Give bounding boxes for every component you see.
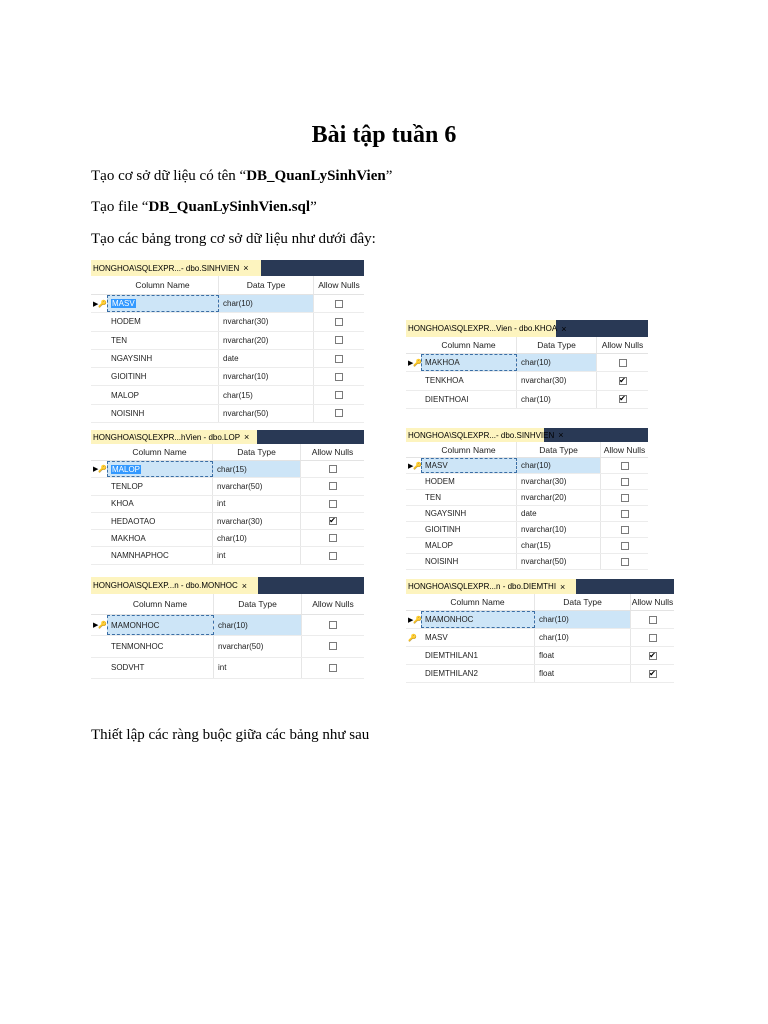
column-name-cell[interactable] bbox=[421, 354, 517, 371]
designer-tab[interactable] bbox=[406, 428, 564, 442]
allow-nulls-header: Allow Nulls bbox=[603, 444, 646, 455]
column-name-cell[interactable] bbox=[421, 391, 517, 408]
allow-nulls-header: Allow Nulls bbox=[318, 280, 360, 290]
allow-nulls-checkbox[interactable] bbox=[621, 478, 629, 486]
data-type-cell[interactable]: nvarchar(20) bbox=[517, 490, 601, 505]
row-selector[interactable] bbox=[91, 386, 107, 403]
row-selector[interactable] bbox=[91, 547, 107, 563]
table-row[interactable] bbox=[406, 538, 648, 554]
column-name-text: DIEMTHILAN1 bbox=[425, 651, 478, 660]
column-name-cell[interactable] bbox=[107, 496, 213, 512]
table-row[interactable] bbox=[406, 354, 648, 372]
allow-nulls-cell bbox=[314, 386, 364, 403]
allow-nulls-cell bbox=[314, 350, 364, 367]
row-selector[interactable] bbox=[91, 636, 107, 656]
tab-title: HONGHOA\SQLEXPR...hVien - dbo.LOP bbox=[93, 432, 241, 442]
column-name-cell[interactable] bbox=[107, 547, 213, 563]
allow-nulls-checkbox[interactable] bbox=[621, 558, 629, 566]
column-name-text: TEN bbox=[111, 335, 127, 345]
tab-title: HONGHOA\SQLEXPR...- dbo.SINHVIEN bbox=[93, 263, 240, 273]
table-row[interactable] bbox=[406, 458, 648, 474]
table-row[interactable] bbox=[91, 332, 364, 350]
column-name-cell[interactable] bbox=[421, 665, 535, 682]
column-name-cell[interactable] bbox=[107, 295, 219, 312]
data-type-cell[interactable]: nvarchar(30) bbox=[517, 372, 597, 389]
allow-nulls-checkbox[interactable] bbox=[335, 318, 343, 326]
primary-key-icon: ▶🔑 bbox=[93, 466, 108, 474]
tab-title: HONGHOA\SQLEXPR...Vien - dbo.KHOA bbox=[408, 324, 558, 333]
allow-nulls-cell bbox=[597, 372, 648, 389]
row-selector[interactable] bbox=[91, 368, 107, 385]
row-selector[interactable] bbox=[406, 611, 421, 628]
column-name-header: Column Name bbox=[107, 594, 214, 614]
sinhvien-table-2 bbox=[406, 428, 648, 570]
allow-nulls-cell bbox=[601, 522, 648, 537]
designer-tab-bar bbox=[91, 260, 364, 276]
allow-nulls-cell bbox=[601, 538, 648, 553]
column-name-text: MALOP bbox=[425, 541, 454, 550]
lop-table bbox=[91, 430, 364, 565]
row-selector[interactable] bbox=[91, 513, 107, 529]
allow-nulls-cell bbox=[601, 506, 648, 521]
close-icon[interactable]: × bbox=[241, 580, 248, 591]
primary-key-icon: 🔑 bbox=[408, 634, 417, 642]
table-row[interactable] bbox=[91, 386, 364, 404]
column-name-text: KHOA bbox=[111, 499, 134, 509]
data-type-cell[interactable]: date bbox=[219, 350, 314, 367]
row-selector-header bbox=[91, 594, 107, 614]
allow-nulls-checkbox[interactable] bbox=[335, 373, 343, 381]
column-header-row bbox=[91, 594, 364, 615]
column-header-row bbox=[91, 444, 364, 461]
column-name-cell[interactable] bbox=[107, 313, 219, 330]
column-header-row bbox=[406, 594, 674, 611]
row-selector[interactable] bbox=[406, 665, 421, 682]
row-selector[interactable] bbox=[91, 350, 107, 367]
column-name-cell[interactable] bbox=[421, 554, 517, 569]
allow-nulls-checkbox[interactable] bbox=[335, 300, 343, 308]
instruction-line-3: Tạo các bảng trong cơ sở dữ liệu như dưới đây: bbox=[91, 231, 376, 247]
row-selector[interactable] bbox=[91, 478, 107, 494]
column-name-text: DIEMTHILAN2 bbox=[425, 669, 478, 678]
allow-nulls-cell bbox=[301, 461, 364, 477]
row-selector[interactable] bbox=[406, 458, 421, 473]
column-name-text: SODVHT bbox=[111, 663, 145, 673]
data-type-cell[interactable]: date bbox=[517, 506, 601, 521]
monhoc-table bbox=[91, 577, 364, 679]
column-name-cell[interactable] bbox=[107, 332, 219, 349]
designer-tab-bar bbox=[91, 577, 364, 594]
allow-nulls-checkbox[interactable] bbox=[621, 462, 629, 470]
allow-nulls-cell bbox=[302, 658, 364, 678]
designer-tab-bar bbox=[406, 428, 648, 442]
column-name-cell[interactable] bbox=[107, 386, 219, 403]
allow-nulls-checkbox[interactable] bbox=[329, 534, 337, 542]
close-icon[interactable]: × bbox=[560, 581, 566, 592]
tab-title: HONGHOA\SQLEXP...n - dbo.MONHOC bbox=[93, 581, 238, 590]
table-row[interactable] bbox=[406, 490, 648, 506]
table-row[interactable] bbox=[406, 647, 674, 665]
row-selector[interactable] bbox=[406, 391, 421, 408]
column-name-cell[interactable] bbox=[107, 513, 213, 529]
row-selector[interactable] bbox=[91, 405, 107, 422]
column-name-text: TEN bbox=[425, 493, 441, 502]
table-row[interactable] bbox=[406, 391, 648, 409]
file-name: DB_QuanLySinhVien.sql bbox=[148, 199, 311, 215]
column-header-row bbox=[406, 442, 648, 458]
table-row[interactable] bbox=[91, 405, 364, 423]
column-name-cell[interactable] bbox=[421, 474, 517, 489]
data-type-cell[interactable]: nvarchar(50) bbox=[214, 636, 302, 656]
designer-tab-bar bbox=[91, 430, 364, 444]
column-name-text: MASV bbox=[425, 461, 448, 470]
allow-nulls-checkbox[interactable] bbox=[329, 552, 337, 560]
allow-nulls-cell bbox=[601, 554, 648, 569]
column-name-cell[interactable] bbox=[421, 372, 517, 389]
allow-nulls-checkbox[interactable] bbox=[621, 494, 629, 502]
column-name-cell[interactable] bbox=[421, 611, 535, 628]
close-icon[interactable]: × bbox=[558, 430, 564, 440]
column-name-text: HODEM bbox=[111, 317, 141, 327]
data-type-cell[interactable]: nvarchar(30) bbox=[517, 474, 601, 489]
allow-nulls-checkbox[interactable] bbox=[649, 616, 657, 624]
tab-title: HONGHOA\SQLEXPR...- dbo.SINHVIEN bbox=[408, 430, 555, 440]
data-type-cell[interactable]: nvarchar(50) bbox=[213, 478, 301, 494]
page-title: Bài tập tuần 6 bbox=[311, 122, 457, 148]
table-row[interactable] bbox=[406, 629, 674, 647]
data-type-cell[interactable]: char(10) bbox=[517, 354, 597, 371]
row-selector[interactable] bbox=[91, 295, 107, 312]
designer-tab[interactable] bbox=[91, 260, 261, 276]
table-row[interactable] bbox=[91, 636, 364, 657]
column-name-cell[interactable] bbox=[107, 478, 213, 494]
data-type-header: Data Type bbox=[213, 444, 301, 460]
column-name-cell[interactable] bbox=[421, 629, 535, 646]
allow-nulls-checkbox[interactable] bbox=[335, 355, 343, 363]
data-type-cell[interactable]: nvarchar(10) bbox=[517, 522, 601, 537]
row-selector[interactable] bbox=[91, 658, 107, 678]
table-row[interactable] bbox=[91, 461, 364, 478]
column-name-header: Column Name bbox=[107, 444, 213, 460]
table-row[interactable] bbox=[406, 522, 648, 538]
column-name-header: Column Name bbox=[421, 594, 535, 610]
allow-nulls-checkbox[interactable] bbox=[649, 634, 657, 642]
allow-nulls-cell bbox=[597, 354, 648, 371]
allow-nulls-cell bbox=[302, 615, 364, 635]
data-type-cell[interactable]: char(10) bbox=[517, 458, 601, 473]
allow-nulls-checkbox[interactable]: ✔ bbox=[649, 668, 656, 678]
data-type-cell[interactable]: nvarchar(30) bbox=[213, 513, 301, 529]
data-type-header: Data Type bbox=[517, 337, 597, 353]
table-row[interactable] bbox=[91, 350, 364, 368]
designer-tab[interactable] bbox=[91, 430, 257, 444]
row-selector[interactable] bbox=[91, 496, 107, 512]
column-name-text: NGAYSINH bbox=[425, 509, 467, 518]
line2-pre: Tạo file “ bbox=[91, 199, 149, 215]
row-selector[interactable] bbox=[406, 354, 421, 371]
row-selector-header bbox=[406, 442, 421, 457]
allow-nulls-cell bbox=[314, 405, 364, 422]
table-row[interactable] bbox=[91, 658, 364, 679]
instruction-line-4: Thiết lập các ràng buộc giữa các bảng như sau bbox=[91, 727, 370, 743]
column-name-text: MALOP bbox=[112, 464, 141, 474]
close-icon[interactable]: × bbox=[561, 323, 567, 334]
designer-tab[interactable] bbox=[91, 577, 258, 594]
column-name-cell[interactable] bbox=[107, 615, 214, 635]
allow-nulls-cell bbox=[314, 332, 364, 349]
column-name-text: MAMONHOC bbox=[425, 615, 474, 624]
data-type-cell[interactable]: char(15) bbox=[219, 386, 314, 403]
row-selector-header bbox=[91, 444, 107, 460]
column-name-text: TENKHOA bbox=[425, 376, 464, 386]
close-icon[interactable]: × bbox=[244, 432, 250, 442]
row-selector[interactable] bbox=[406, 538, 421, 553]
allow-nulls-checkbox[interactable] bbox=[329, 465, 337, 473]
row-selector[interactable] bbox=[91, 313, 107, 330]
allow-nulls-checkbox[interactable] bbox=[335, 336, 343, 344]
tab-title: HONGHOA\SQLEXPR...n - dbo.DIEMTHI bbox=[408, 582, 557, 591]
instruction-line-1 bbox=[91, 168, 392, 185]
data-type-cell[interactable]: float bbox=[535, 647, 631, 664]
data-type-cell[interactable]: nvarchar(30) bbox=[219, 313, 314, 330]
data-type-cell[interactable]: int bbox=[214, 658, 302, 678]
row-selector[interactable] bbox=[91, 530, 107, 546]
column-name-header: Column Name bbox=[421, 442, 517, 457]
row-selector-header bbox=[91, 276, 107, 294]
column-name-cell[interactable] bbox=[107, 461, 213, 477]
allow-nulls-checkbox[interactable] bbox=[335, 391, 343, 399]
column-name-cell[interactable] bbox=[107, 636, 214, 656]
allow-nulls-checkbox[interactable]: ✔ bbox=[619, 375, 626, 385]
allow-nulls-cell bbox=[631, 647, 674, 664]
table-row[interactable] bbox=[406, 474, 648, 490]
column-name-text: TENMONHOC bbox=[111, 641, 164, 651]
designer-tab-bar bbox=[406, 579, 674, 594]
row-selector[interactable] bbox=[406, 474, 421, 489]
data-type-cell[interactable]: char(10) bbox=[535, 629, 631, 646]
column-name-cell[interactable] bbox=[421, 506, 517, 521]
allow-nulls-header: Allow Nulls bbox=[311, 447, 354, 457]
allow-nulls-checkbox[interactable] bbox=[329, 664, 337, 672]
allow-nulls-header: Allow Nulls bbox=[601, 340, 644, 350]
data-type-cell[interactable]: char(10) bbox=[517, 391, 597, 408]
data-type-cell[interactable]: int bbox=[213, 496, 301, 512]
column-name-header: Column Name bbox=[421, 337, 517, 353]
table-row[interactable] bbox=[406, 554, 648, 570]
column-name-cell[interactable] bbox=[421, 458, 517, 473]
line2-post: ” bbox=[310, 199, 317, 215]
allow-nulls-cell bbox=[631, 611, 674, 628]
primary-key-icon: ▶🔑 bbox=[408, 359, 423, 367]
column-header-row bbox=[406, 337, 648, 354]
allow-nulls-checkbox[interactable] bbox=[621, 510, 629, 518]
row-selector[interactable] bbox=[406, 522, 421, 537]
data-type-cell[interactable]: nvarchar(50) bbox=[219, 405, 314, 422]
allow-nulls-cell bbox=[631, 665, 674, 682]
allow-nulls-cell bbox=[597, 391, 648, 408]
allow-nulls-cell bbox=[314, 295, 364, 312]
data-type-cell[interactable]: nvarchar(20) bbox=[219, 332, 314, 349]
allow-nulls-cell bbox=[301, 547, 364, 563]
column-name-cell[interactable] bbox=[107, 405, 219, 422]
primary-key-icon: ▶🔑 bbox=[93, 300, 108, 308]
column-name-text: GIOITINH bbox=[111, 372, 147, 382]
allow-nulls-checkbox[interactable]: ✔ bbox=[329, 516, 336, 526]
designer-tab[interactable] bbox=[406, 579, 576, 594]
column-name-text: MALOP bbox=[111, 390, 140, 400]
column-name-text: MASV bbox=[425, 633, 448, 642]
table-row[interactable] bbox=[91, 295, 364, 313]
designer-tab[interactable] bbox=[406, 320, 567, 337]
column-name-header: Column Name bbox=[107, 276, 219, 294]
data-type-cell[interactable]: char(10) bbox=[535, 611, 631, 628]
table-row[interactable] bbox=[406, 611, 674, 629]
allow-nulls-cell bbox=[301, 513, 364, 529]
column-name-text: MASV bbox=[112, 299, 135, 309]
column-name-cell[interactable] bbox=[107, 368, 219, 385]
line1-post: ” bbox=[385, 168, 393, 184]
column-name-text: HODEM bbox=[425, 477, 455, 486]
column-name-cell[interactable] bbox=[107, 530, 213, 546]
row-selector[interactable] bbox=[91, 615, 107, 635]
column-name-text: HEDAOTAO bbox=[111, 516, 156, 526]
table-row[interactable] bbox=[91, 368, 364, 386]
table-row[interactable] bbox=[91, 513, 364, 530]
allow-nulls-cell bbox=[631, 629, 674, 646]
khoa-table bbox=[406, 320, 648, 409]
column-name-text: MAKHOA bbox=[111, 533, 146, 543]
sinhvien-table-1 bbox=[91, 260, 364, 423]
allow-nulls-header: Allow Nulls bbox=[631, 597, 674, 607]
allow-nulls-checkbox[interactable] bbox=[329, 642, 337, 650]
data-type-header: Data Type bbox=[214, 594, 302, 614]
allow-nulls-cell bbox=[301, 530, 364, 546]
close-icon[interactable]: × bbox=[243, 263, 249, 273]
allow-nulls-checkbox[interactable]: ✔ bbox=[649, 650, 656, 660]
table-row[interactable] bbox=[91, 496, 364, 513]
data-type-header: Data Type bbox=[517, 442, 601, 457]
column-name-cell[interactable] bbox=[107, 350, 219, 367]
row-selector[interactable] bbox=[406, 506, 421, 521]
table-row[interactable] bbox=[91, 313, 364, 331]
column-name-text: TENLOP bbox=[111, 481, 144, 491]
table-row[interactable] bbox=[406, 665, 674, 683]
data-type-cell[interactable]: float bbox=[535, 665, 631, 682]
row-selector-header bbox=[406, 337, 421, 353]
column-name-text: MAMONHOC bbox=[111, 620, 160, 630]
allow-nulls-cell bbox=[301, 496, 364, 512]
allow-nulls-cell bbox=[601, 474, 648, 489]
column-name-text: GIOITINH bbox=[425, 525, 461, 534]
primary-key-icon: ▶🔑 bbox=[408, 616, 423, 624]
allow-nulls-checkbox[interactable] bbox=[329, 500, 337, 508]
column-name-cell[interactable] bbox=[107, 658, 214, 678]
row-selector[interactable] bbox=[406, 647, 421, 664]
table-row[interactable] bbox=[406, 506, 648, 522]
allow-nulls-checkbox[interactable] bbox=[335, 409, 343, 417]
column-name-cell[interactable] bbox=[421, 522, 517, 537]
line1-pre: Tạo cơ sở dữ liệu có tên “ bbox=[91, 168, 247, 184]
column-name-cell[interactable] bbox=[421, 490, 517, 505]
column-header-row bbox=[91, 276, 364, 295]
allow-nulls-cell bbox=[601, 458, 648, 473]
designer-tab-bar bbox=[406, 320, 648, 337]
data-type-header: Data Type bbox=[219, 276, 314, 294]
column-name-cell[interactable] bbox=[421, 538, 517, 553]
data-type-cell[interactable]: nvarchar(50) bbox=[517, 554, 601, 569]
row-selector[interactable] bbox=[91, 461, 107, 477]
allow-nulls-checkbox[interactable] bbox=[621, 542, 629, 550]
allow-nulls-checkbox[interactable] bbox=[329, 482, 337, 490]
data-type-cell[interactable]: char(10) bbox=[213, 530, 301, 546]
allow-nulls-cell bbox=[601, 490, 648, 505]
allow-nulls-checkbox[interactable]: ✔ bbox=[619, 394, 626, 404]
table-row[interactable] bbox=[91, 547, 364, 564]
column-name-cell[interactable] bbox=[421, 647, 535, 664]
row-selector[interactable] bbox=[406, 629, 421, 646]
column-name-text: DIENTHOAI bbox=[425, 394, 469, 404]
data-type-cell[interactable]: char(10) bbox=[214, 615, 302, 635]
row-selector-header bbox=[406, 594, 421, 610]
primary-key-icon: ▶🔑 bbox=[408, 462, 423, 470]
allow-nulls-header: Allow Nulls bbox=[312, 599, 354, 609]
column-name-text: NGAYSINH bbox=[111, 354, 153, 364]
allow-nulls-checkbox[interactable] bbox=[621, 526, 629, 534]
column-name-text: NAMNHAPHOC bbox=[111, 551, 169, 561]
allow-nulls-checkbox[interactable] bbox=[619, 359, 627, 367]
row-selector[interactable] bbox=[91, 332, 107, 349]
data-type-cell[interactable]: char(10) bbox=[219, 295, 314, 312]
allow-nulls-checkbox[interactable] bbox=[329, 621, 337, 629]
column-name-text: NOISINH bbox=[425, 557, 459, 566]
data-type-cell[interactable]: nvarchar(10) bbox=[219, 368, 314, 385]
table-row[interactable] bbox=[91, 530, 364, 547]
allow-nulls-cell bbox=[302, 636, 364, 656]
data-type-cell[interactable]: char(15) bbox=[517, 538, 601, 553]
data-type-cell[interactable]: char(15) bbox=[213, 461, 301, 477]
allow-nulls-cell bbox=[314, 368, 364, 385]
database-name: DB_QuanLySinhVien bbox=[246, 168, 386, 184]
column-name-text: MAKHOA bbox=[425, 358, 460, 368]
data-type-cell[interactable]: int bbox=[213, 547, 301, 563]
primary-key-icon: ▶🔑 bbox=[93, 622, 108, 630]
row-selector[interactable] bbox=[406, 554, 421, 569]
table-row[interactable] bbox=[91, 478, 364, 495]
table-row[interactable] bbox=[91, 615, 364, 636]
column-name-text: NOISINH bbox=[111, 408, 145, 418]
allow-nulls-cell bbox=[301, 478, 364, 494]
diemthi-table bbox=[406, 579, 674, 683]
allow-nulls-cell bbox=[314, 313, 364, 330]
instruction-line-2 bbox=[91, 199, 317, 216]
row-selector[interactable] bbox=[406, 490, 421, 505]
data-type-header: Data Type bbox=[535, 594, 631, 610]
row-selector[interactable] bbox=[406, 372, 421, 389]
table-row[interactable] bbox=[406, 372, 648, 390]
